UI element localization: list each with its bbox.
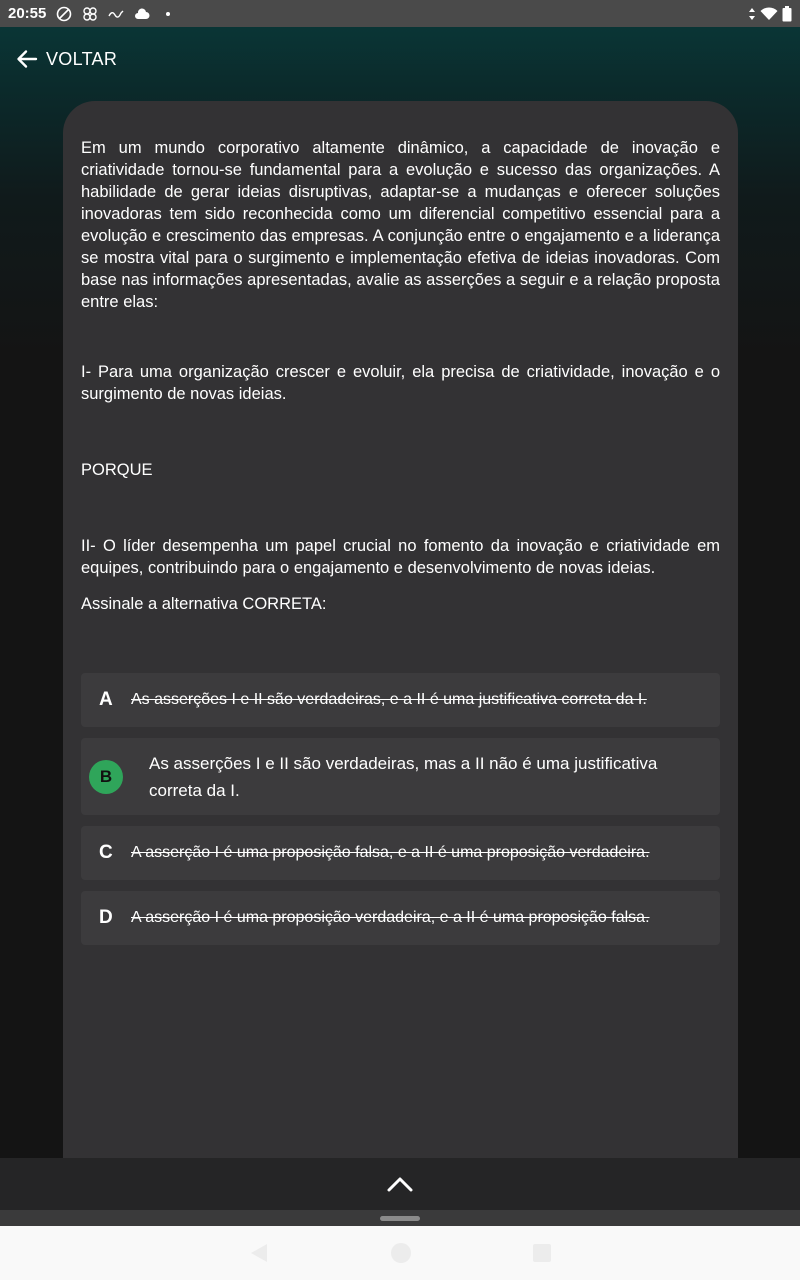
assertion-2: II- O líder desempenha um papel crucial no fomento da inovação e criatividade em equipes, contribuindo para o engajamento e desenvolvimento de novas ideias. xyxy=(81,537,720,577)
option-selected-badge: B xyxy=(89,760,123,794)
option-text: As asserções I e II são verdadeiras, e a II é uma justificativa correta da I. xyxy=(131,691,647,708)
option-text: A asserção I é uma proposição verdadeira, e a II é uma proposição falsa. xyxy=(131,909,650,926)
drag-handle-strip[interactable] xyxy=(0,1210,800,1226)
header xyxy=(0,27,800,91)
connector-text: PORQUE xyxy=(81,461,153,479)
recents-nav-icon[interactable] xyxy=(532,1243,552,1263)
do-not-disturb-icon xyxy=(56,6,72,22)
option-d[interactable] xyxy=(81,891,720,945)
bottom-sheet-bar[interactable] xyxy=(0,1158,800,1210)
option-c[interactable] xyxy=(81,826,720,880)
fan-icon xyxy=(82,6,98,22)
chevron-up-icon[interactable] xyxy=(386,1175,414,1193)
status-right xyxy=(748,6,792,22)
data-transfer-icon xyxy=(748,7,756,21)
navigation-bar xyxy=(0,1226,800,1280)
status-time: 20:55 xyxy=(8,5,47,22)
notification-dot-icon xyxy=(160,6,176,22)
back-label: VOLTAR xyxy=(46,48,118,69)
option-a[interactable] xyxy=(81,673,720,727)
assertion-1: I- Para uma organização crescer e evoluir, ela precisa de criatividade, inovação e o surgimento de novas ideias. xyxy=(81,363,720,403)
option-text: As asserções I e II são verdadeiras, mas a II não é uma justificativa correta da I. xyxy=(149,753,658,800)
arrow-left-icon xyxy=(16,48,38,70)
battery-icon xyxy=(782,6,792,22)
question-card xyxy=(63,101,738,1171)
option-letter: A xyxy=(99,689,113,710)
back-button[interactable] xyxy=(16,48,117,70)
question-intro: Em um mundo corporativo altamente dinâmico, a capacidade de inovação e criatividade tornou-se fundamental para a evolução e sucesso das organizações. A habilidade de gerar ideias disruptivas, adaptar-se a mudanças e oferecer soluções inovadoras tem sido reconhecida como um diferencial competitivo essencial para a evolução e crescimento das empresas. A conjunção entre o engajamento e a liderança se mostra vital para o surgimento e implementação efetiva de ideias inovadoras. Com base nas informações apresentadas, avalie as asserções a seguir e a relação proposta entre elas: xyxy=(81,139,720,311)
signal-wave-icon xyxy=(108,6,124,22)
home-nav-icon[interactable] xyxy=(390,1242,412,1264)
wifi-icon xyxy=(760,7,778,21)
drag-handle[interactable] xyxy=(380,1216,420,1221)
option-b[interactable] xyxy=(81,738,720,815)
question-prompt: Assinale a alternativa CORRETA: xyxy=(81,595,327,613)
option-letter: D xyxy=(99,907,113,928)
option-letter: C xyxy=(99,842,113,863)
status-bar xyxy=(0,0,800,27)
status-left xyxy=(8,5,176,22)
back-nav-icon[interactable] xyxy=(248,1242,270,1264)
option-text: A asserção I é uma proposição falsa, e a II é uma proposição verdadeira. xyxy=(131,844,650,861)
cloud-icon xyxy=(134,6,150,22)
